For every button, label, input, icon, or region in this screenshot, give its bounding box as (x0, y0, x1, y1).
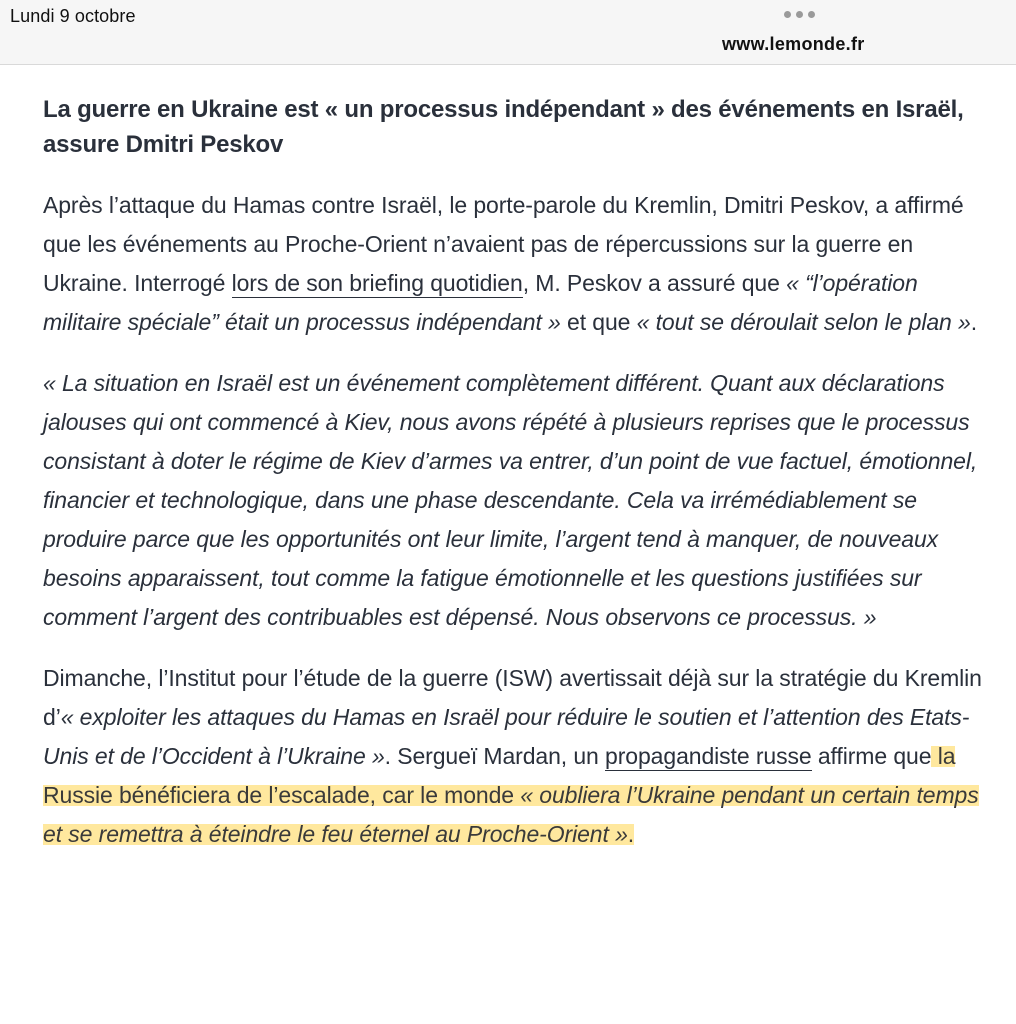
highlighted-quote: « oubliera l’Ukraine pendant un certain temps et se remettra à éteindre le feu éternel au Proche-Orient » (43, 782, 979, 847)
dot (796, 11, 803, 18)
dot (784, 11, 791, 18)
p1-quote-a: « “l’opération militaire spéciale” était un processus indépendant » (43, 270, 918, 335)
browser-status-bar (0, 0, 1016, 65)
paragraph-3 (43, 659, 988, 854)
article-title: La guerre en Ukraine est « un processus indépendant » des événements en Israël, assure Dmitri Peskov (43, 96, 964, 158)
dot (808, 11, 815, 18)
p3-quote-a: « exploiter les attaques du Hamas en Israël pour réduire le soutien et l’attention des Etats-Unis et de l’Occident à l’Ukraine » (43, 704, 970, 769)
more-dots-icon[interactable] (784, 11, 815, 18)
quote-paragraph: « La situation en Israël est un événement complètement différent. Quant aux déclarations jalouses qui ont commencé à Kiev, nous avons répété à plusieurs reprises que le processus consistant à doter le régime de Kiev d’armes va entrer, d’un point de vue factuel, émotionnel, financier et technologique, dans une phase descendante. Cela va irrémédiablement se produire parce que les opportunités ont leur limite, l’argent tend à manquer, de nouveaux besoins apparaissent, tout comme la fatigue émotionnelle et les questions justifiées sur comment l’argent des contribuables est dépensé. Nous observons ce processus. » (43, 370, 978, 630)
p3-text-a: Dimanche, l’Institut pour l’étude de la guerre (ISW) avertissait déjà sur la stratégie du Kremlin d’ (43, 665, 982, 730)
p1-text-c: et que (560, 309, 637, 335)
status-date: Lundi 9 octobre (10, 6, 136, 26)
p3-text-b: . Sergueï Mardan, un (384, 743, 606, 769)
p3-text-c: affirme que (811, 743, 932, 769)
propagandist-link[interactable]: propagandiste russe (605, 743, 812, 769)
address-url[interactable]: www.lemonde.fr (722, 34, 865, 54)
highlighted-end: . (627, 821, 635, 847)
p1-text-a: Après l’attaque du Hamas contre Israël, le porte-parole du Kremlin, Dmitri Peskov, a affirmé que les événements au Proche-Orient n’avaient pas de répercussions sur la guerre en Ukraine. Interrogé (43, 192, 964, 296)
article-body (43, 92, 988, 854)
highlighted-text: la Russie bénéficiera de l’escalade, car le monde (43, 743, 956, 808)
briefing-link[interactable]: lors de son briefing quotidien (231, 270, 523, 296)
p1-quote-b: « tout se déroulait selon le plan » (636, 309, 971, 335)
paragraph-1 (43, 186, 988, 342)
p1-text-d: . (970, 309, 978, 335)
p1-text-b: , M. Peskov a assuré que (522, 270, 787, 296)
